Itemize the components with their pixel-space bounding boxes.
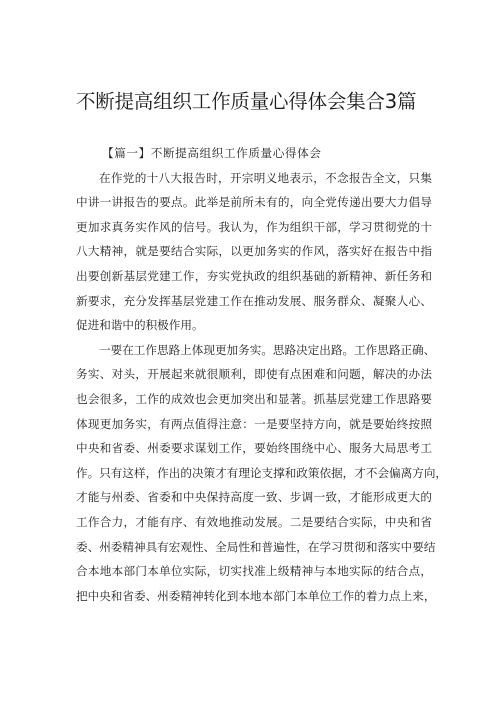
paragraph-line: 新要求，充分发挥基层党建工作在推动发展、服务群众、凝聚人心、	[76, 293, 432, 308]
paragraph-line: 促进和谐中的积极作用。	[76, 318, 204, 333]
paragraph-1	[76, 166, 432, 338]
paragraph-line: 一要在工作思路上体现更加务实。思路决定出路。工作思路正确、	[99, 342, 436, 357]
paragraph-line: 更加求真务实作风的信号。我认为，作为组织干部，学习贯彻党的十	[76, 219, 432, 234]
paragraph-line: 也会很多，工作的成效也会更加突出和显著。抓基层党建工作思路要	[76, 391, 432, 406]
paragraph-line: 把中央和省委、州委精神转化到本地本部门本单位工作的着力点上来，	[76, 588, 436, 603]
paragraph-line: 出要创新基层党建工作，夯实党执政的组织基础的新精神、新任务和	[76, 268, 432, 283]
document-body	[76, 141, 448, 608]
paragraph-line: 务实、对头，开展起来就很顺利，即使有点困难和问题，解决的办法	[76, 367, 432, 382]
paragraph-line: 委、州委精神具有宏观性、全局性和普遍性，在学习贯彻和落实中要结	[76, 539, 436, 554]
paragraph-line: 八大精神，就是要结合实际，以更加务实的作风，落实好在报告中指	[76, 244, 432, 259]
paragraph-line: 体现更加务实，有两点值得注意：一是要坚持方向，就是要始终按照	[76, 416, 432, 431]
paragraph-line: 作。只有这样，作出的决策才有理论支撑和政策依据，才不会偏离方向，	[76, 465, 448, 480]
paragraph-line: 才能与州委、省委和中央保持高度一致、步调一致，才能形成更大的	[76, 490, 432, 505]
paragraph-line: 合本地本部门本单位实际，切实找准上级精神与本地实际的结合点，	[76, 564, 432, 579]
paragraph-line: 在作党的十八大报告时，开宗明义地表示，不念报告全文，只集	[99, 170, 432, 185]
paragraph-2	[76, 338, 448, 609]
paragraph-line: 中讲一讲报告的要点。此举是前所未有的，向全党传递出要大力倡导	[76, 195, 432, 210]
paragraph-line: 中央和省委、州委要求谋划工作，要始终围绕中心、服务大局思考工	[76, 441, 432, 456]
section-heading: 【篇一】不断提高组织工作质量心得体会	[102, 146, 322, 160]
document-title: 不断提高组织工作质量心得体会集合3篇	[76, 90, 417, 113]
paragraph-line: 工作合力，才能有序、有效地推动发展。二是要结合实际，中央和省	[76, 514, 432, 529]
